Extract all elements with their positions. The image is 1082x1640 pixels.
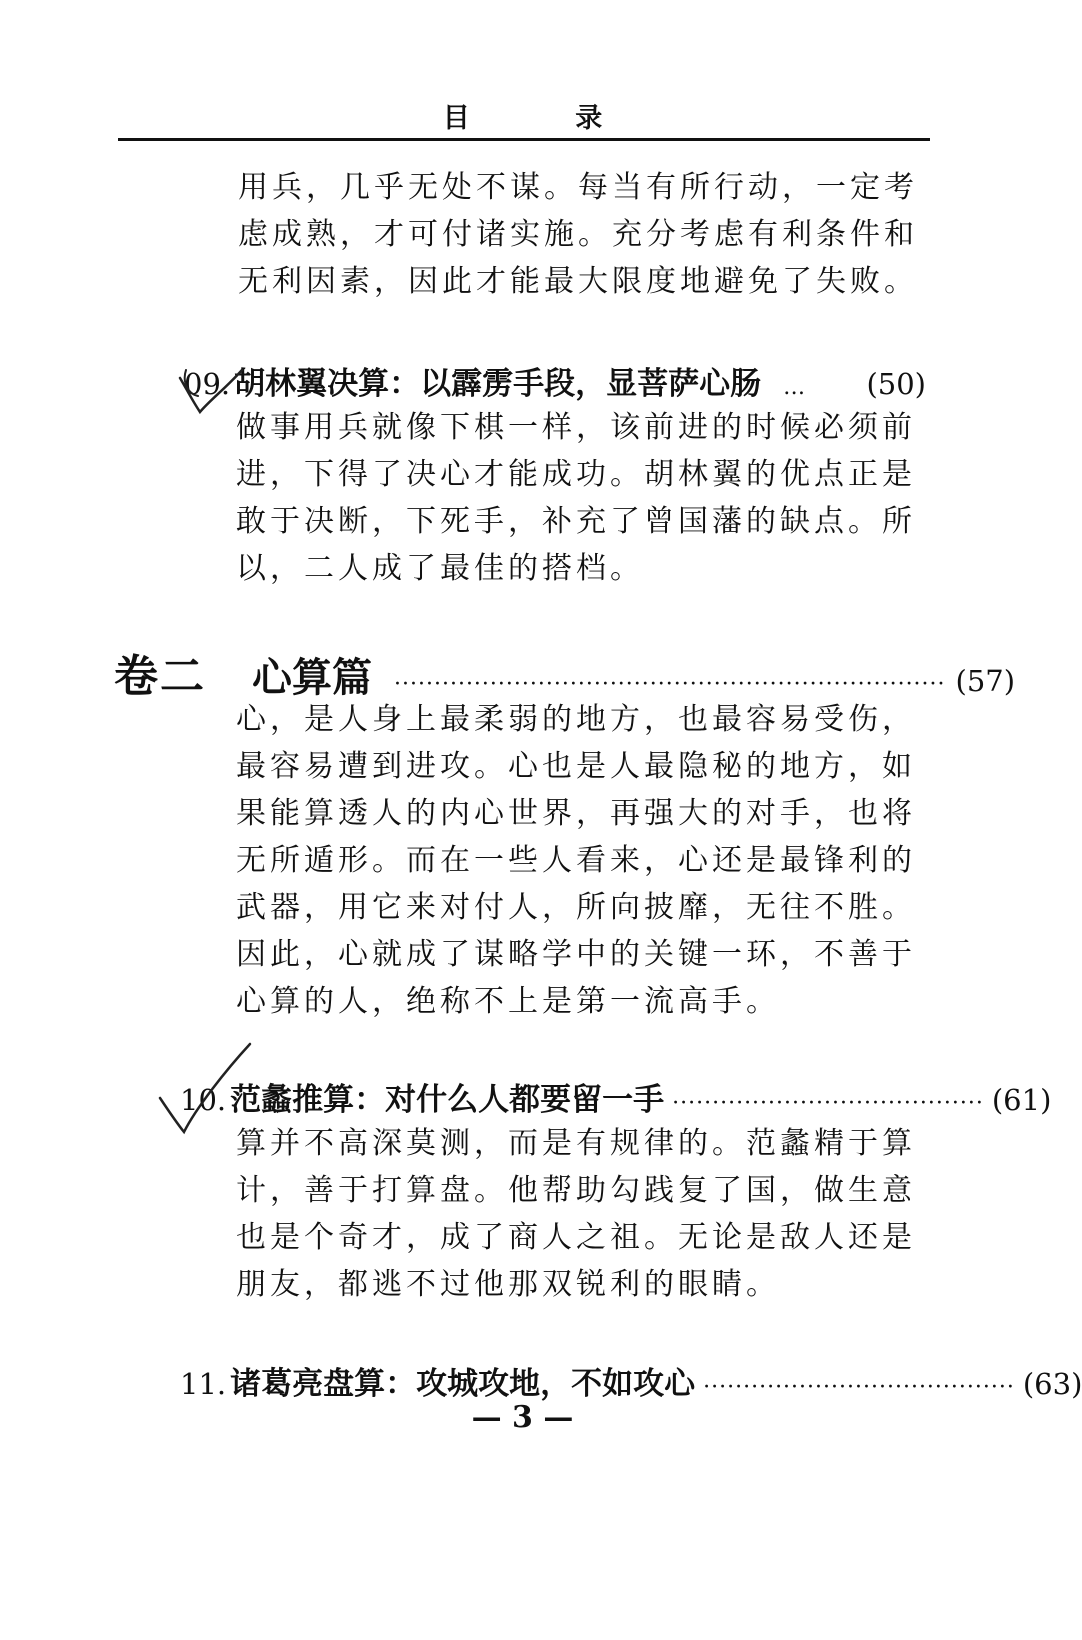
entry-title: 胡林翼决算：以霹雳手段，显菩萨心肠 xyxy=(234,366,762,402)
entry-title: 范蠡推算：对什么人都要留一手 xyxy=(230,1082,665,1118)
volume-label: 卷二 xyxy=(114,651,206,702)
desc-line: 以，二人成了最佳的搭档。 xyxy=(236,551,644,586)
desc-line: 因此，心就成了谋略学中的关键一环，不善于 xyxy=(236,937,916,972)
entry-page-number: (50) xyxy=(866,367,926,401)
toc-entry-10[interactable] xyxy=(180,1074,1052,1119)
toc-section-volume-2[interactable] xyxy=(114,640,1016,704)
dot-leader: ······································· xyxy=(703,1375,1015,1400)
dot-leader: ······································· xyxy=(672,1091,984,1116)
page-title: 目 录 xyxy=(442,103,651,134)
entry-number: 10. xyxy=(180,1083,227,1117)
footer-page-number: — 3 — xyxy=(471,1400,574,1435)
desc-line: 朋友，都逃不过他那双锐利的眼睛。 xyxy=(236,1267,780,1302)
desc-line: 心，是人身上最柔弱的地方，也最容易受伤， xyxy=(236,702,916,737)
dot-leader: … xyxy=(783,375,807,400)
desc-line: 做事用兵就像下棋一样，该前进的时候必须前 xyxy=(236,410,916,445)
desc-line: 也是个奇才，成了商人之祖。无论是敌人还是 xyxy=(236,1220,916,1255)
desc-line: 果能算透人的内心世界，再强大的对手，也将 xyxy=(236,796,916,831)
entry-page-number: (61) xyxy=(991,1083,1052,1117)
desc-line: 进，下得了决心才能成功。胡林翼的优点正是 xyxy=(236,457,916,492)
desc-line: 算并不高深莫测，而是有规律的。范蠡精于算 xyxy=(236,1126,916,1161)
desc-line: 无所遁形。而在一些人看来，心还是最锋利的 xyxy=(236,843,916,878)
entry-title: 诸葛亮盘算：攻城攻地，不如攻心 xyxy=(230,1366,696,1402)
desc-line: 虑成熟，才可付诸实施。充分考虑有利条件和 xyxy=(238,217,918,252)
toc-entry-09[interactable] xyxy=(184,358,926,403)
desc-line: 无利因素，因此才能最大限度地避免了失败。 xyxy=(238,264,918,299)
intro-description xyxy=(238,164,918,305)
toc-entry-11[interactable] xyxy=(180,1358,1082,1403)
desc-line: 计，善于打算盘。他帮助勾践复了国，做生意 xyxy=(236,1173,916,1208)
entry-page-number: (63) xyxy=(1022,1367,1082,1401)
entry-number: 09. xyxy=(184,367,231,401)
desc-line: 敢于决断，下死手，补充了曾国藩的缺点。所 xyxy=(236,504,916,539)
desc-line: 心算的人，绝称不上是第一流高手。 xyxy=(236,984,780,1019)
desc-line: 用兵，几乎无处不谋。每当有所行动，一定考 xyxy=(238,170,918,205)
volume-title: 心算篇 xyxy=(252,655,372,701)
header-divider xyxy=(118,138,930,141)
desc-line: 最容易遭到进攻。心也是人最隐秘的地方，如 xyxy=(236,749,916,784)
volume-2-description xyxy=(236,696,916,1025)
dot-leader: ····································································· xyxy=(394,672,946,697)
volume-page-number: (57) xyxy=(955,664,1016,698)
desc-line: 武器，用它来对付人，所向披靡，无往不胜。 xyxy=(236,890,916,925)
entry-10-description xyxy=(236,1120,916,1308)
entry-09-description xyxy=(236,404,916,592)
entry-number: 11. xyxy=(180,1367,227,1401)
